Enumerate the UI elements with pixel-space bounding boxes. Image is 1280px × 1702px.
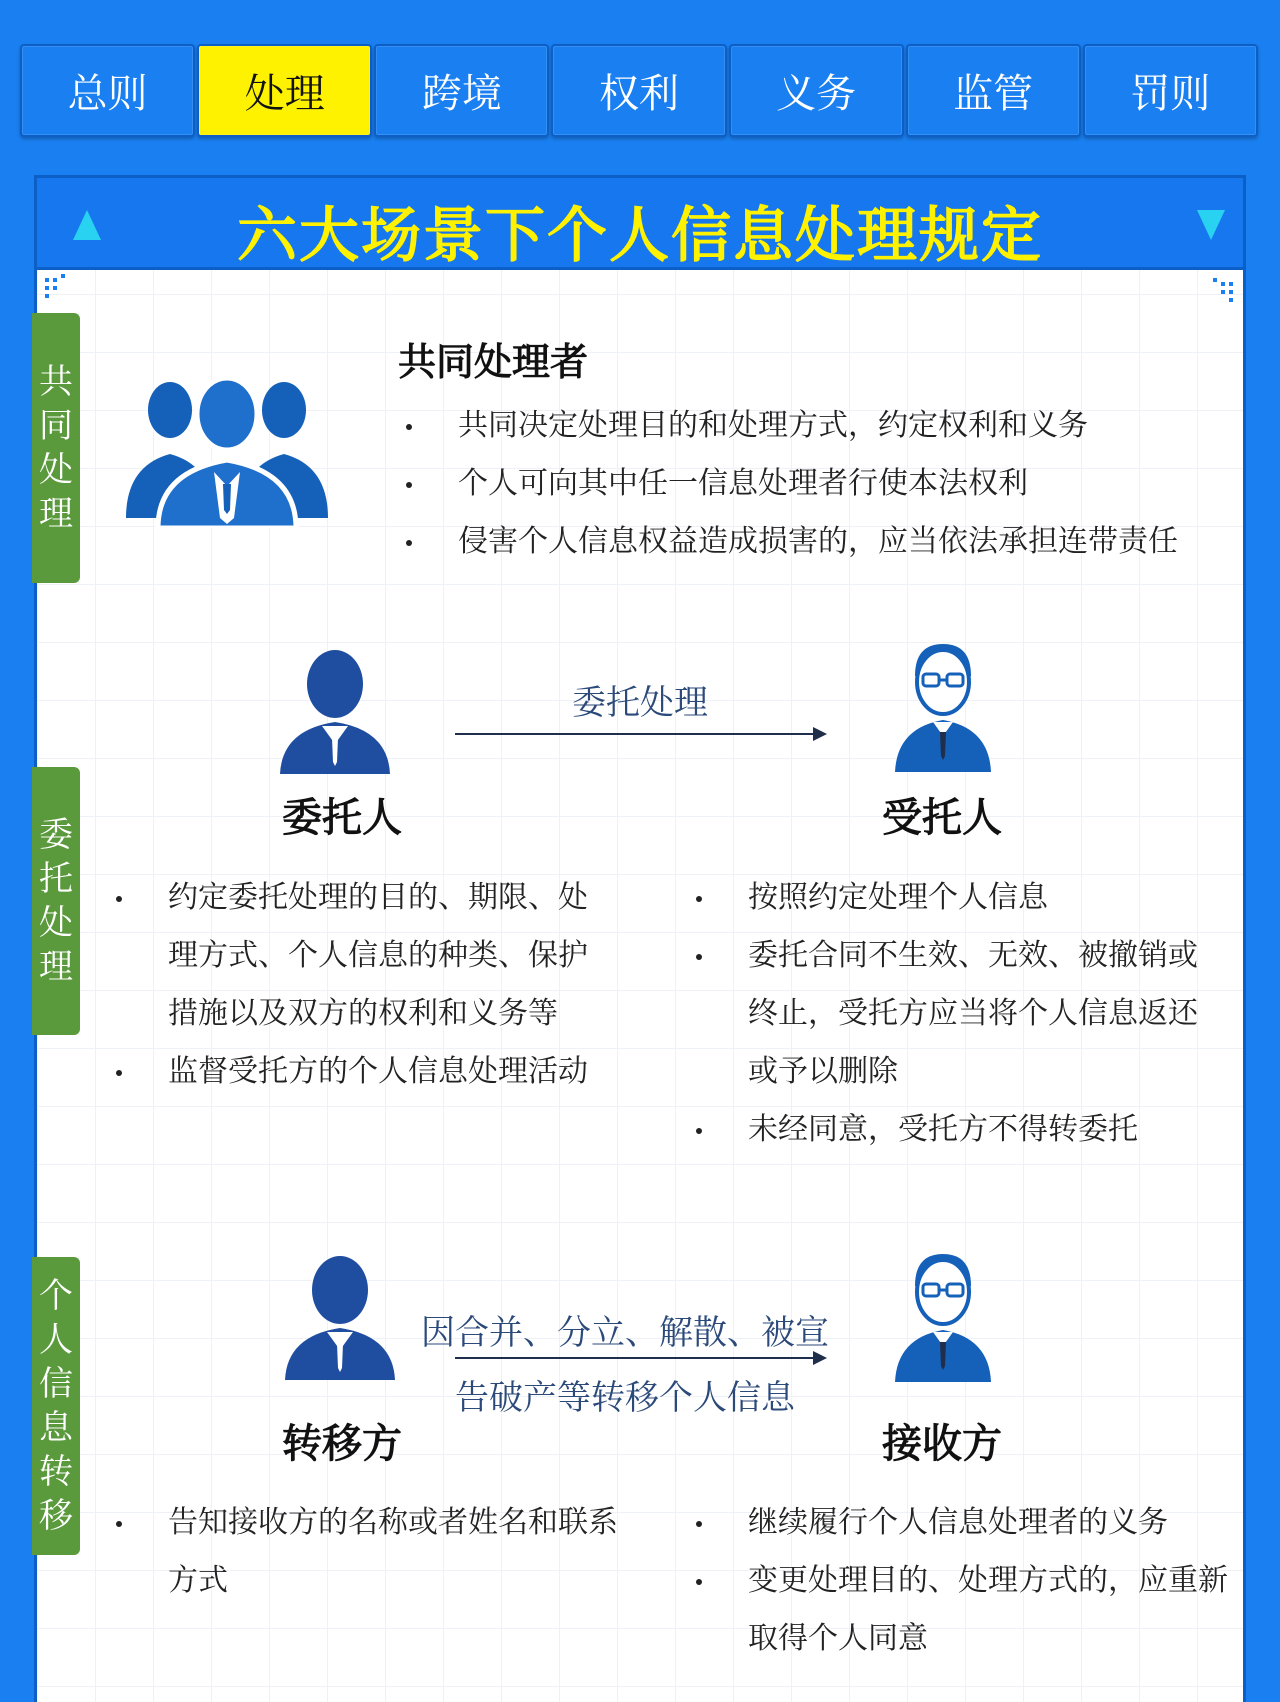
joint-title: 共同处理者	[398, 340, 589, 384]
tab-obligations[interactable]: 义务	[729, 44, 904, 137]
recipient-user-icon	[895, 1246, 991, 1382]
recipient-title: 接收方	[882, 1421, 1002, 1467]
transfer-arrow-label-top: 因合并、分立、解散、被宣	[421, 1313, 829, 1353]
joint-list	[400, 397, 1190, 571]
group-users-icon	[122, 368, 332, 528]
side-label-transfer	[32, 1257, 80, 1555]
side-label-text: 委托处理	[39, 815, 73, 987]
tab-cross-border[interactable]: 跨境	[374, 44, 549, 137]
list-item: 侵害个人信息权益造成损害的，应当依法承担连带责任	[400, 513, 1190, 571]
side-label-joint	[32, 313, 80, 583]
trustee-list	[690, 869, 1220, 1159]
list-item: 告知接收方的名称或者姓名和联系方式	[110, 1494, 630, 1610]
title-banner	[37, 178, 1243, 270]
transfer-arrow-icon	[455, 1357, 825, 1359]
list-item: 委托合同不生效、无效、被撤销或终止，受托方应当将个人信息返还或予以删除	[690, 927, 1220, 1101]
list-item: 约定委托处理的目的、期限、处理方式、个人信息的种类、保护措施以及双方的权利和义务等	[110, 869, 600, 1043]
section-tabs	[20, 44, 1258, 137]
list-item: 未经同意，受托方不得转委托	[690, 1101, 1220, 1159]
list-item: 个人可向其中任一信息处理者行使本法权利	[400, 455, 1190, 513]
scroll-down-icon[interactable]	[1197, 210, 1225, 240]
list-item: 变更处理目的、处理方式的，应重新取得个人同意	[690, 1552, 1230, 1668]
trustee-title: 受托人	[882, 795, 1002, 841]
page-title: 六大场景下个人信息处理规定	[237, 201, 1043, 271]
transferor-user-icon	[285, 1252, 395, 1380]
tab-supervision[interactable]: 监管	[906, 44, 1081, 137]
side-label-text: 共同处理	[39, 362, 73, 534]
list-item: 继续履行个人信息处理者的义务	[690, 1494, 1230, 1552]
tab-penalties[interactable]: 罚则	[1083, 44, 1258, 137]
side-label-text: 个人信息转移	[39, 1276, 73, 1536]
entrusting-party-title: 委托人	[282, 795, 402, 841]
transferor-list	[110, 1494, 630, 1610]
tab-general[interactable]: 总则	[20, 44, 195, 137]
side-label-entrust	[32, 767, 80, 1035]
list-item: 按照约定处理个人信息	[690, 869, 1220, 927]
transfer-arrow-label-bottom: 告破产等转移个人信息	[455, 1378, 795, 1418]
transferor-title: 转移方	[282, 1421, 402, 1467]
entrust-arrow-label: 委托处理	[572, 683, 708, 723]
tab-rights[interactable]: 权利	[551, 44, 726, 137]
trustee-user-icon	[895, 636, 991, 772]
list-item: 共同决定处理目的和处理方式，约定权利和义务	[400, 397, 1190, 455]
entrust-arrow-icon	[455, 733, 825, 735]
entrusting-party-user-icon	[280, 646, 390, 774]
recipient-list	[690, 1494, 1230, 1668]
entrusting-party-list	[110, 869, 600, 1101]
tab-processing[interactable]: 处理	[197, 44, 372, 137]
list-item: 监督受托方的个人信息处理活动	[110, 1043, 600, 1101]
